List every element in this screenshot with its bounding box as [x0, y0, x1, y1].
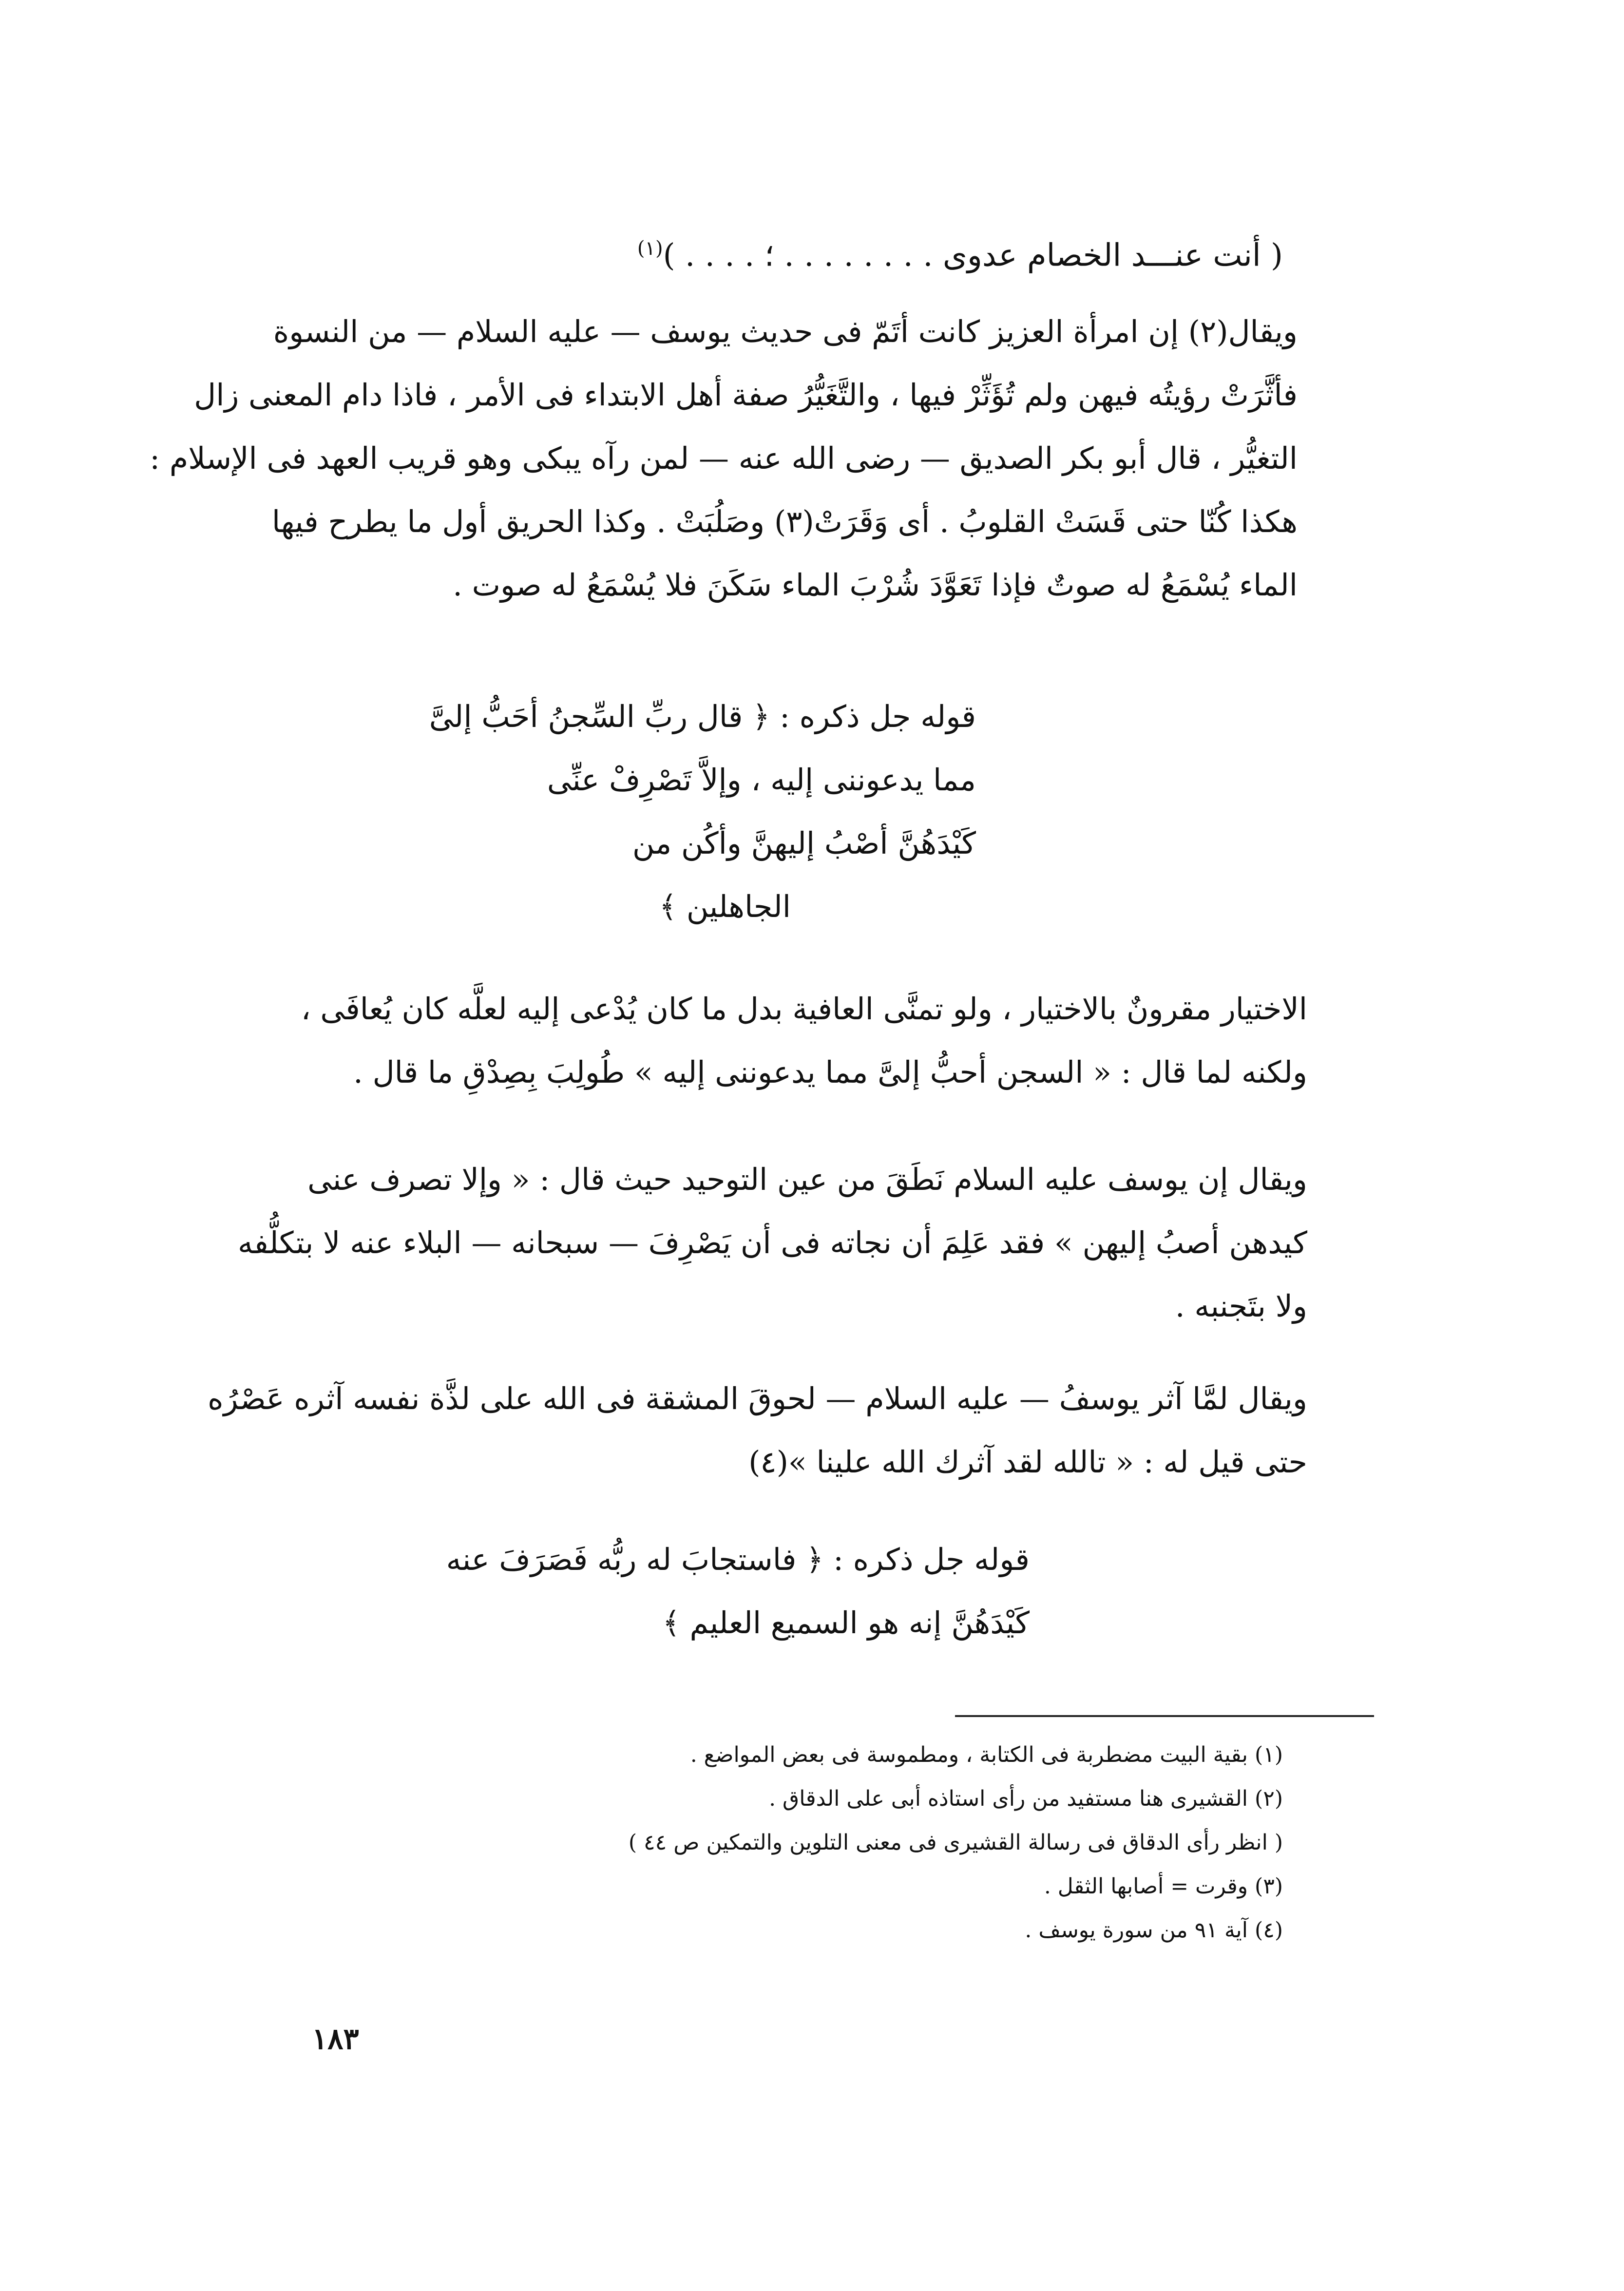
text-line: فأثَّرَتْ رؤيتُه فيهن ولم تُؤَثِّرْ فيها ، والتَّغَيُّرُ صفة أهل الابتداء فى الأمر ، فاذا دام المعنى زال: [194, 377, 1298, 413]
verse-text: ( أنت عنـــد الخصام عدوى . . . . . . . . ؛ . . . . ): [663, 237, 1283, 274]
text-line: ولا بتَجنبه .: [1175, 1288, 1307, 1324]
text-line: ويقال إن يوسف عليه السلام نَطَقَ من عين التوحيد حيث قال : « وإلا تصرف عنى: [307, 1162, 1307, 1197]
quran-line: قوله جل ذكره : ﴿ قال ربِّ السِّجنُ أحَبُّ إلىَّ: [429, 699, 976, 734]
footnote: (١) بقية البيت مضطربة فى الكتابة ، ومطموسة فى بعض المواضع .: [690, 1742, 1283, 1767]
quran-verse-block-1: [302, 699, 976, 955]
text-line: ويقال(٢) إن امرأة العزيز كانت أتَمّ فى حديث يوسف — عليه السلام — من النسوة: [273, 314, 1298, 349]
paragraph-3: [238, 1162, 1307, 1369]
text-line: هكذا كُنّا حتى قَسَتْ القلوبُ . أى وَقَرَتْ(٣) وصَلُبَتْ . وكذا الحريق أول ما يطرح فيها: [271, 504, 1298, 539]
text-line: كيدهن أصبُ إليهن » فقد عَلِمَ أن نجاته فى أن يَصْرِفَ — سبحانه — البلاء عنه لا بتكلُّفه: [238, 1225, 1307, 1260]
quran-line: كَيْدَهُنَّ أصْبُ إليهنَّ وأكُن من: [632, 825, 976, 861]
quran-line: الجاهلين ﴾: [659, 889, 791, 924]
paragraph-2: [301, 991, 1307, 1130]
footnote: (٢) القشيرى هنا مستفيد من رأى استاذه أبى على الدقاق .: [769, 1786, 1283, 1811]
quran-line: قوله جل ذكره : ﴿ فاستجابَ له ربُّه فَصَرَفَ عنه: [446, 1542, 1030, 1577]
text-line: الاختيار مقرونٌ بالاختيار ، ولو تمنَّى العافية بدل ما كان يُدْعى إليه لعلَّه كان يُعافَى ،: [301, 991, 1307, 1027]
quran-verse-block-2: [302, 1542, 1030, 1671]
footnotes: [624, 1744, 1283, 1978]
text-line: حتى قيل له : « تالله لقد آثرك الله علينا »(٤): [748, 1444, 1307, 1480]
verse-line: [637, 237, 1283, 274]
text-line: التغيُّر ، قال أبو بكر الصديق — رضى الله عنه — لمن رآه يبكى وهو قريب العهد فى الإسلام :: [150, 440, 1298, 476]
footnote: ( انظر رأى الدقاق فى رسالة القشيرى فى معنى التلوين والتمكين ص ٤٤ ): [628, 1830, 1283, 1855]
footnote: (٤) آية ٩١ من سورة يوسف .: [1025, 1918, 1283, 1943]
paragraph-1: [150, 314, 1298, 658]
page-number: ١٨٣: [312, 2022, 359, 2056]
quran-line: مما يدعوننى إليه ، وإلاَّ تَصْرِفْ عنِّى: [547, 762, 976, 798]
paragraph-4: [208, 1381, 1307, 1520]
footnote: (٣) وقرت = أصابها الثقل .: [1044, 1874, 1283, 1899]
text-line: ويقال لمَّا آثر يوسفُ — عليه السلام — لحوقَ المشقة فى الله على لذَّة نفسه آثره عَصْرُه: [208, 1381, 1307, 1416]
footnote-marker: (١): [637, 237, 663, 260]
footnote-divider: [955, 1715, 1374, 1717]
poetry-verse: [312, 239, 1283, 297]
text-line: الماء يُسْمَعُ له صوتٌ فإذا تَعَوَّدَ شُرْبَ الماء سَكَنَ فلا يُسْمَعُ له صوت .: [453, 567, 1298, 603]
text-line: ولكنه لما قال : « السجن أحبُّ إلىَّ مما يدعوننى إليه » طُولِبَ بِصِدْقِ ما قال .: [353, 1054, 1307, 1090]
quran-line: كَيْدَهُنَّ إنه هو السميع العليم ﴾: [662, 1605, 1030, 1641]
